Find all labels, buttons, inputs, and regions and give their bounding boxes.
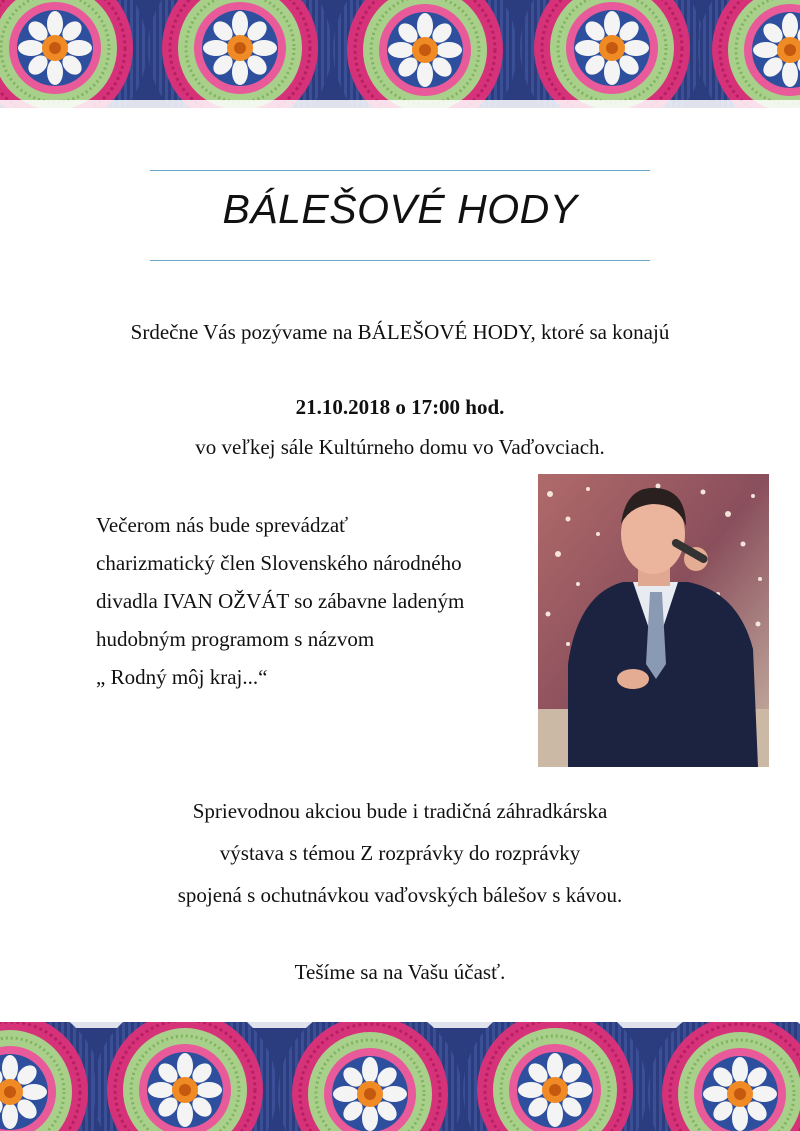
event-date-time: 21.10.2018 o 17:00 hod. <box>295 395 505 419</box>
divider-top <box>150 170 650 171</box>
crochet-border-bottom <box>0 1022 800 1131</box>
program-line: „ Rodný môj kraj...“ <box>96 665 268 689</box>
performer-photo <box>538 474 769 767</box>
invitation-text: Srdečne Vás pozývame na BÁLEŠOVÉ HODY, ktoré sa konajú <box>130 320 670 344</box>
event-venue: vo veľkej sále Kultúrneho domu vo Vaďovciach. <box>195 435 605 459</box>
program-description <box>96 511 536 701</box>
program-line: hudobným programom s názvom <box>96 627 375 651</box>
exhibition-line: výstava s témou Z rozprávky do rozprávky <box>219 841 581 865</box>
poster-title: BÁLEŠOVÉ HODY <box>222 186 578 232</box>
program-line: Večerom nás bude sprevádzať <box>96 513 349 537</box>
divider-bottom <box>150 260 650 261</box>
crochet-border-top <box>0 0 800 108</box>
exhibition-description <box>100 797 700 923</box>
exhibition-line: spojená s ochutnávkou vaďovských bálešov s kávou. <box>177 883 623 907</box>
program-line: divadla IVAN OŽVÁT so zábavne ladeným <box>96 589 465 613</box>
closing-text: Tešíme sa na Vašu účasť. <box>294 960 506 984</box>
program-line: charizmatický člen Slovenského národného <box>96 551 462 575</box>
exhibition-line: Sprievodnou akciou bude i tradičná záhradkárska <box>192 799 608 823</box>
